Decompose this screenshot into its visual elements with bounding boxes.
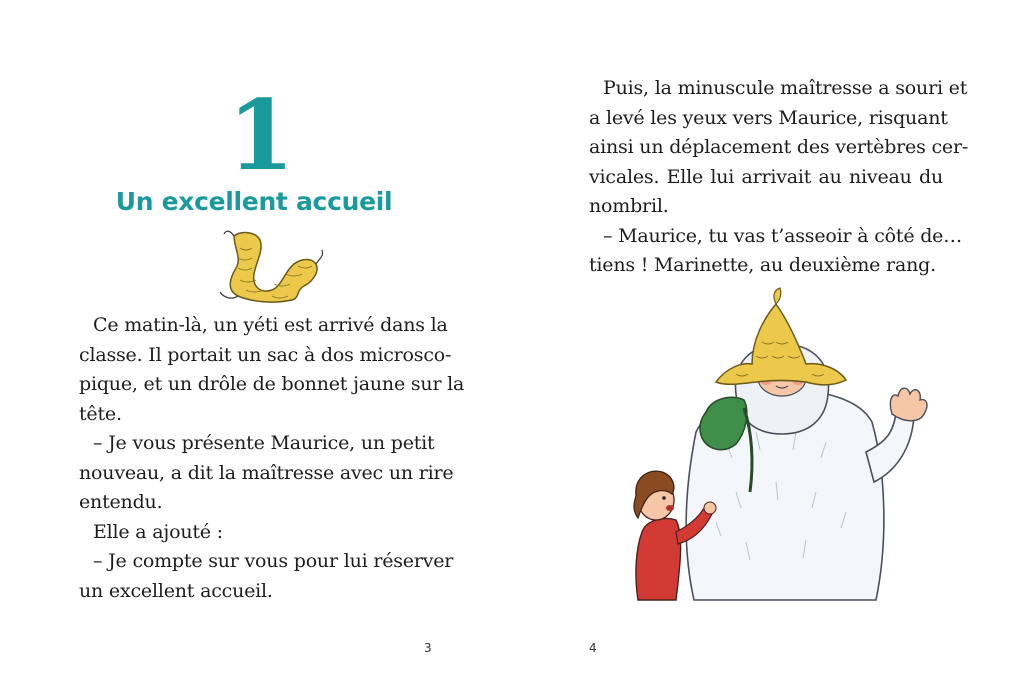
right-body-text bbox=[589, 74, 969, 281]
chapter-title: Un excellent accueil bbox=[115, 187, 393, 216]
text-line: – Je compte sur vous pour lui réserver bbox=[93, 550, 454, 572]
text-line: a levé les yeux vers Maurice, risquant bbox=[589, 106, 948, 129]
text-line: classe. Il portait un sac à dos microsco- bbox=[79, 343, 452, 366]
text-line: tiens ! Marinette, au deuxième rang. bbox=[589, 254, 936, 276]
text-line: nombril. bbox=[589, 195, 669, 217]
yellow-hat-ornament-icon bbox=[212, 228, 324, 304]
text-line: – Maurice, tu vas t’asseoir à côté de… bbox=[603, 224, 963, 247]
text-line: – Je vous présente Maurice, un petit bbox=[93, 432, 435, 454]
page-number-left: 3 bbox=[424, 641, 432, 655]
text-line: un excellent accueil. bbox=[79, 579, 273, 602]
text-line: vicales. Elle lui arrivait au niveau du bbox=[589, 165, 943, 188]
chapter-number: 1 bbox=[227, 79, 295, 192]
text-line: Elle a ajouté : bbox=[93, 520, 223, 543]
page-number-right: 4 bbox=[589, 641, 597, 655]
text-line: entendu. bbox=[79, 491, 163, 513]
text-line: Puis, la minuscule maîtresse a souri et bbox=[603, 77, 968, 99]
text-line: nouveau, a dit la maîtresse avec un rire bbox=[79, 461, 454, 484]
right-page bbox=[512, 0, 1024, 683]
yeti-and-girl-illustration-icon bbox=[576, 282, 956, 602]
left-body-text bbox=[79, 311, 465, 606]
text-line: ainsi un déplacement des vertèbres cer- bbox=[589, 136, 969, 158]
text-line: tête. bbox=[79, 402, 122, 425]
text-line: Ce matin-là, un yéti est arrivé dans la bbox=[93, 314, 448, 336]
text-line: pique, et un drôle de bonnet jaune sur la bbox=[79, 373, 465, 395]
